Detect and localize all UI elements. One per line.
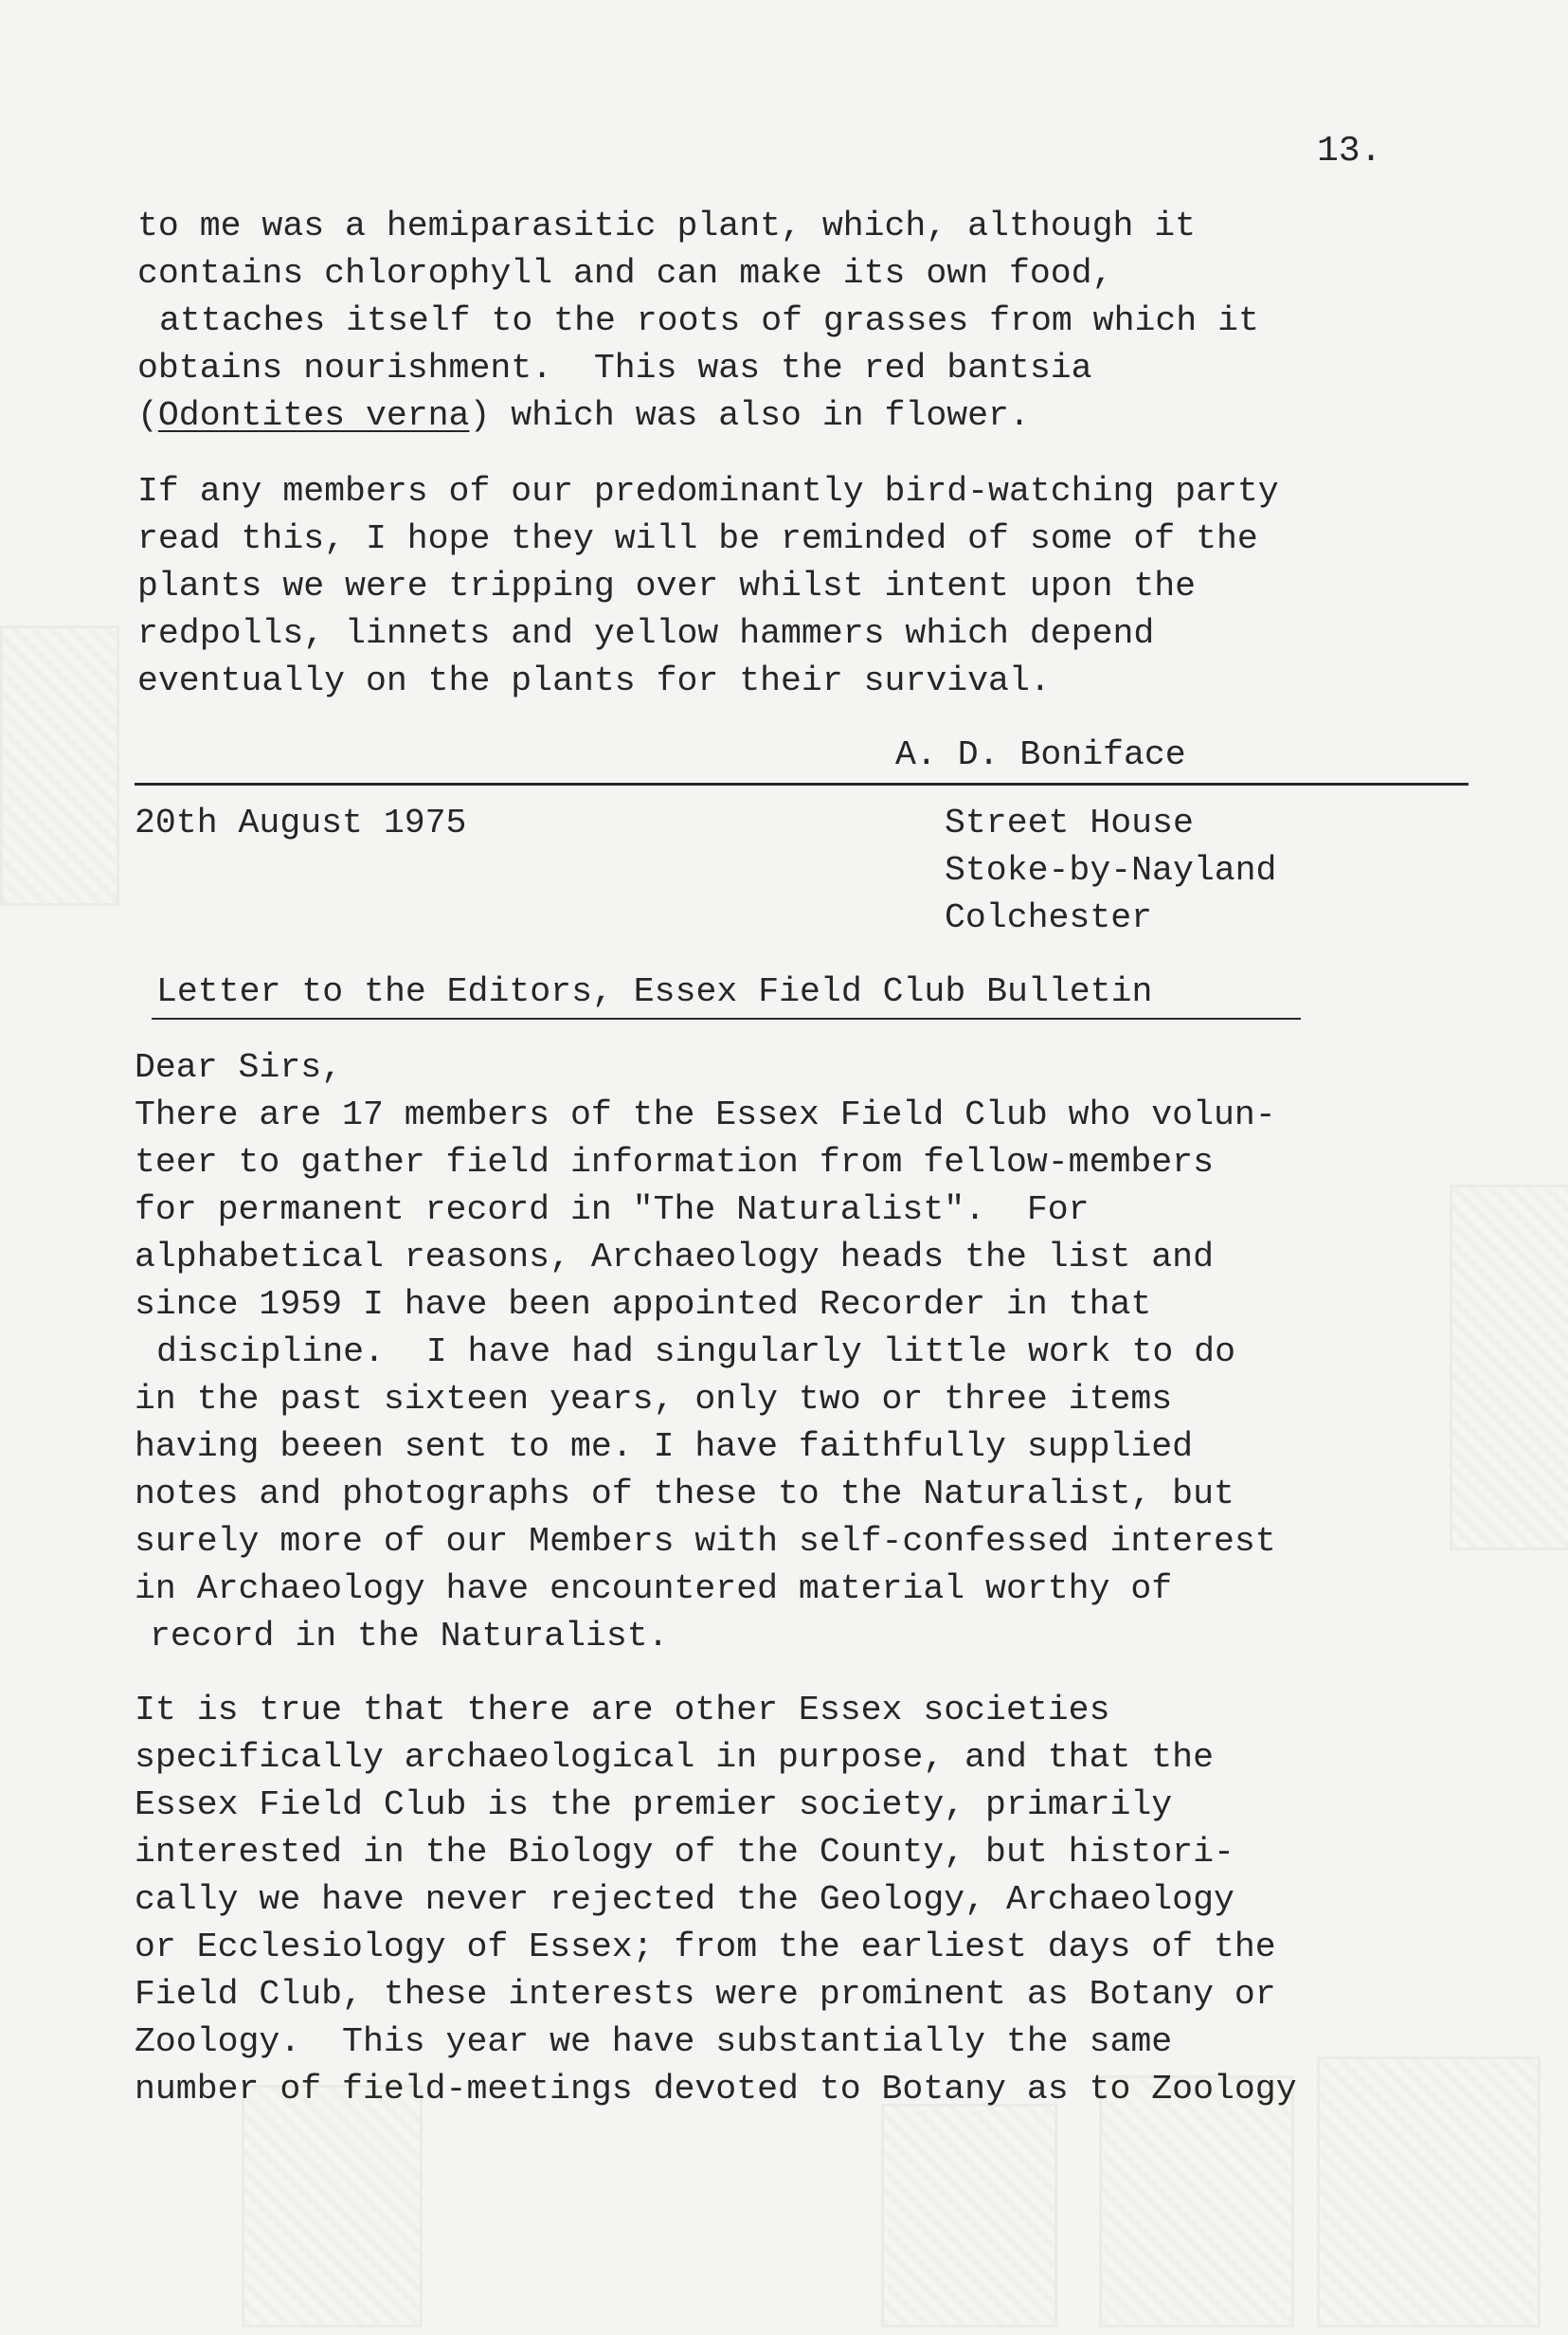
text-line: since 1959 I have been appointed Recorder in that [135, 1285, 1152, 1324]
section-divider [135, 783, 1469, 786]
text-line: cally we have never rejected the Geology, Archaeology [135, 1880, 1235, 1919]
address-line: Stoke-by-Nayland [945, 851, 1277, 890]
page-number: 13. [1317, 131, 1382, 172]
text-line: in the past sixteen years, only two or three items [135, 1380, 1173, 1419]
text-line: plants we were tripping over whilst intent upon the [137, 567, 1197, 606]
address-line: Colchester [945, 898, 1153, 937]
text-line: Essex Field Club is the premier society, primarily [135, 1785, 1173, 1824]
text-line: attaches itself to the roots of grasses from which it [159, 301, 1259, 340]
address-line: Street House [945, 804, 1194, 842]
text-line: having beeen sent to me. I have faithfully supplied [135, 1427, 1194, 1466]
text-line: obtains nourishment. This was the red bantsia [137, 349, 1092, 388]
text-line: interested in the Biology of the County, but histori- [135, 1833, 1235, 1872]
text-rest: ) which was also in flower. [469, 396, 1030, 435]
paren-open: ( [137, 396, 158, 435]
text-line: or Ecclesiology of Essex; from the earliest days of the [135, 1928, 1276, 1966]
heading-underline [152, 1018, 1301, 1020]
text-line: notes and photographs of these to the Naturalist, but [135, 1475, 1235, 1513]
text-line: There are 17 members of the Essex Field Club who volun- [135, 1095, 1276, 1134]
bleed-ornament [1450, 1185, 1568, 1550]
bleed-ornament [242, 2085, 423, 2327]
bleed-ornament [881, 2104, 1057, 2327]
text-line: It is true that there are other Essex societies [135, 1691, 1110, 1729]
text-line: redpolls, linnets and yellow hammers which depend [137, 614, 1155, 653]
text-line: read this, I hope they will be reminded of some of the [137, 519, 1258, 558]
text-line: specifically archaeological in purpose, and that the [135, 1738, 1214, 1777]
text-line: record in the Naturalist. [150, 1617, 669, 1656]
signature: A. D. Boniface [895, 735, 1186, 774]
text-line: number of field-meetings devoted to Botany as to Zoology [135, 2070, 1297, 2109]
salutation: Dear Sirs, [135, 1048, 343, 1087]
text-line: to me was a hemiparasitic plant, which, although it [137, 207, 1197, 245]
bleed-ornament [0, 625, 119, 906]
text-line: teer to gather field information from fellow-members [135, 1143, 1214, 1182]
text-line: Zoology. This year we have substantially the same [135, 2022, 1173, 2061]
text-line: If any members of our predominantly bird-watching party [137, 472, 1279, 511]
text-line: Field Club, these interests were prominent as Botany or [135, 1975, 1276, 2014]
text-line: for permanent record in "The Naturalist". For [135, 1190, 1090, 1229]
text-line: discipline. I have had singularly little work to do [156, 1332, 1235, 1371]
text-line: eventually on the plants for their survival. [137, 661, 1051, 700]
bleed-ornament [1317, 2056, 1541, 2327]
text-line: surely more of our Members with self-confessed interest [135, 1522, 1276, 1561]
letter-date: 20th August 1975 [135, 804, 467, 842]
text-line: alphabetical reasons, Archaeology heads the list and [135, 1238, 1214, 1276]
letter-heading: Letter to the Editors, Essex Field Club Bulletin [156, 972, 1153, 1011]
species-name: Odontites verna [157, 396, 470, 435]
text-line-species [137, 392, 1030, 440]
text-line: in Archaeology have encountered material worthy of [135, 1569, 1173, 1608]
text-line: contains chlorophyll and can make its own food, [137, 254, 1113, 293]
